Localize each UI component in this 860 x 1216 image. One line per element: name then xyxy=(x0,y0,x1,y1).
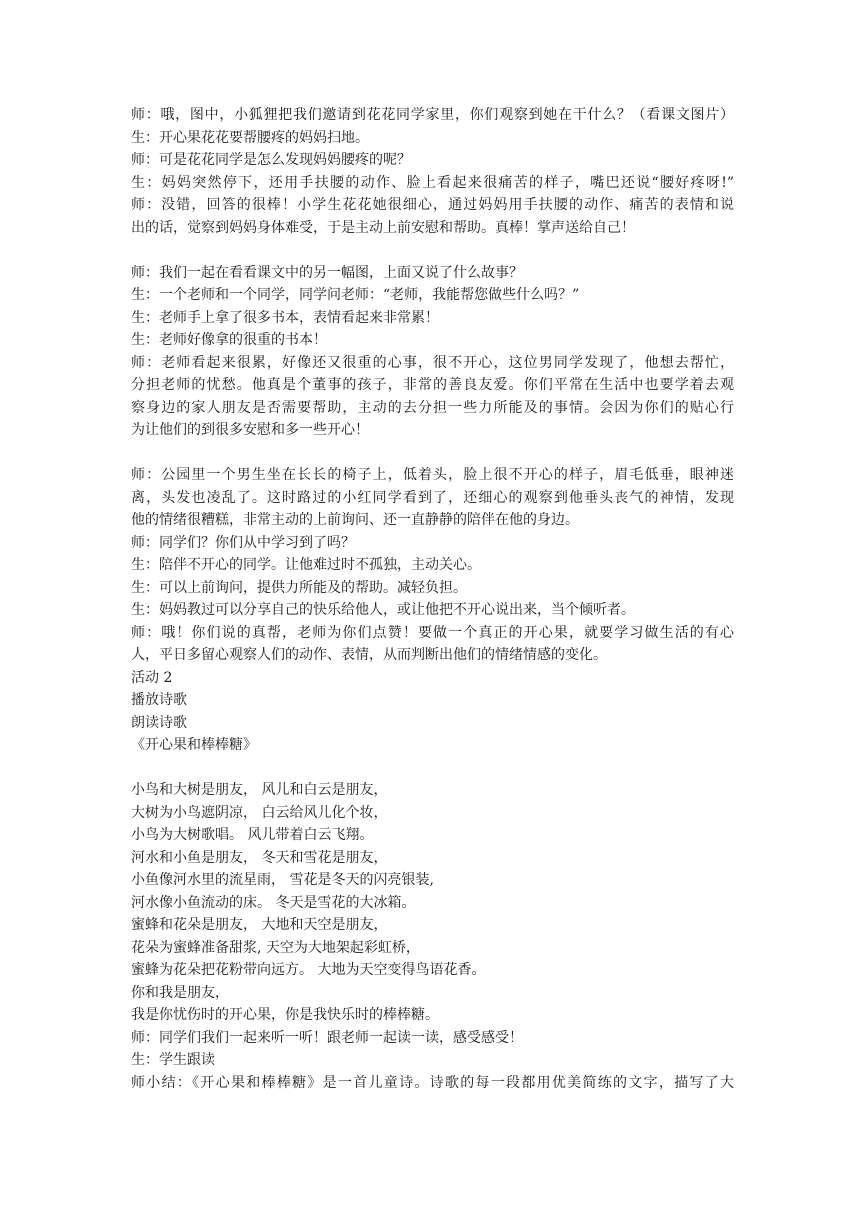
text-line: 生：可以上前询问，提供力所能及的帮助。减轻负担。 xyxy=(131,579,467,596)
paragraph-spacer xyxy=(131,239,734,262)
text-line: 大树为小鸟遮阴凉， 白云给风儿化个妆， xyxy=(131,804,388,821)
paragraph-spacer xyxy=(131,757,734,780)
paragraph xyxy=(131,622,734,667)
document-page xyxy=(131,104,734,1094)
text-line: 花朵为蜜蜂准备甜浆, 天空为大地架起彩虹桥， xyxy=(131,939,420,956)
paragraph xyxy=(131,1027,734,1050)
text-line: 人，平日多留心观察人们的动作、表情，从而判断出他们的情绪情感的变化。 xyxy=(131,647,607,663)
text-line: 生：老师手上拿了很多书本，表情看起来非常累！ xyxy=(131,309,439,326)
text-line: 师：同学们我们一起来听一听！跟老师一起读一读，感受感受！ xyxy=(131,1029,523,1046)
text-line: 分担老师的忧愁。他真是个董事的孩子，非常的善良友爱。你们平常在生活中也要学着去观 xyxy=(131,377,734,393)
paragraph xyxy=(131,172,734,195)
paragraph xyxy=(131,1049,734,1072)
text-line: 师：公园里一个男生坐在长长的椅子上，低着头，脸上很不开心的样子，眉毛低垂，眼神迷 xyxy=(131,467,734,483)
paragraph xyxy=(131,959,734,982)
text-line: 师小结：《开心果和棒棒糖》是一首儿童诗。诗歌的每一段都用优美简练的文字，描写了大 xyxy=(131,1074,734,1091)
paragraph xyxy=(131,937,734,960)
text-line: 师：老师看起来很累，好像还又很重的心事，很不开心，这位男同学发现了，他想去帮忙， xyxy=(131,354,734,371)
paragraph xyxy=(131,532,734,555)
text-line: 生：学生跟读 xyxy=(131,1052,215,1068)
paragraph xyxy=(131,149,734,172)
paragraph xyxy=(131,847,734,870)
text-line: 生：妈妈教过可以分享自己的快乐给他人，或让他把不开心说出来，当个倾听者。 xyxy=(131,602,635,618)
text-line: 《开心果和棒棒糖》 xyxy=(131,737,257,753)
paragraph xyxy=(131,802,734,825)
text-line: 小鱼像河水里的流星雨， 雪花是冬天的闪亮银装, xyxy=(131,872,434,888)
paragraph xyxy=(131,262,734,285)
paragraph xyxy=(131,892,734,915)
text-line: 师：我们一起在看看课文中的另一幅图，上面又说了什么故事？ xyxy=(131,264,523,281)
text-line: 小鸟和大树是朋友， 风儿和白云是朋友， xyxy=(131,782,388,798)
paragraph xyxy=(131,307,734,330)
paragraph xyxy=(131,352,734,442)
paragraph xyxy=(131,734,734,757)
text-line: 蜜蜂和花朵是朋友， 大地和天空是朋友， xyxy=(131,917,388,933)
paragraph xyxy=(131,667,734,690)
paragraph xyxy=(131,982,734,1005)
paragraph xyxy=(131,712,734,735)
text-line: 生：妈妈突然停下，还用手扶腰的动作、脸上看起来很痛苦的样子，嘴巴还说“腰好疼呀!” xyxy=(131,174,734,191)
paragraph xyxy=(131,1072,734,1095)
paragraph xyxy=(131,284,734,307)
text-line: 河水像小鱼流动的床。 冬天是雪花的大冰箱。 xyxy=(131,894,416,911)
text-line: 小鸟为大树歌唱。 风儿带着白云飞翔。 xyxy=(131,827,374,843)
text-line: 察身边的家人朋友是否需要帮助，主动的去分担一些力所能及的事情。会因为你们的贴心行 xyxy=(131,399,734,416)
text-line: 河水和小鱼是朋友， 冬天和雪花是朋友， xyxy=(131,849,388,866)
paragraph-spacer xyxy=(131,442,734,465)
text-line: 生：一个老师和一个同学，同学问老师：“老师，我能帮您做些什么吗？” xyxy=(131,287,580,303)
text-line: 他的情绪很糟糕，非常主动的上前询问、还一直静静的陪伴在他的身边。 xyxy=(131,512,579,528)
paragraph xyxy=(131,329,734,352)
paragraph xyxy=(131,554,734,577)
paragraph xyxy=(131,104,734,127)
text-line: 出的话，觉察到妈妈身体难受，于是主动上前安慰和帮助。真棒！掌声送给自己！ xyxy=(131,219,635,236)
text-line: 师：没错，回答的很棒！小学生花花她很细心，通过妈妈用手扶腰的动作、痛苦的表情和说 xyxy=(131,197,734,213)
paragraph xyxy=(131,599,734,622)
text-line: 蜜蜂为花朵把花粉带向远方。 大地为天空变得鸟语花香。 xyxy=(131,962,486,978)
paragraph xyxy=(131,689,734,712)
text-line: 离，头发也凌乱了。这时路过的小红同学看到了，还细心的观察到他垂头丧气的神情，发现 xyxy=(131,489,734,506)
paragraph xyxy=(131,914,734,937)
text-line: 我是你忧伤时的开心果，你是我快乐时的棒棒糖。 xyxy=(131,1007,439,1023)
text-line: 播放诗歌 xyxy=(131,692,187,708)
text-line: 生：陪伴不开心的同学。让他难过时不孤独，主动关心。 xyxy=(131,557,481,573)
paragraph xyxy=(131,194,734,239)
paragraph xyxy=(131,869,734,892)
paragraph xyxy=(131,1004,734,1027)
paragraph xyxy=(131,779,734,802)
text-line: 生：老师好像拿的很重的书本！ xyxy=(131,332,327,348)
paragraph xyxy=(131,464,734,532)
text-line: 朗读诗歌 xyxy=(131,714,187,731)
paragraph xyxy=(131,127,734,150)
paragraph xyxy=(131,577,734,600)
text-line: 师：哦！你们说的真帮，老师为你们点赞！要做一个真正的开心果，就要学习做生活的有心 xyxy=(131,624,734,641)
text-line: 师：哦，图中，小狐狸把我们邀请到花花同学家里，你们观察到她在干什么？（看课文图片） xyxy=(131,107,734,123)
paragraph xyxy=(131,824,734,847)
text-line: 你和我是朋友， xyxy=(131,984,229,1001)
text-line: 生：开心果花花要帮腰疼的妈妈扫地。 xyxy=(131,129,369,146)
text-line: 师：同学们？你们从中学习到了吗？ xyxy=(131,534,355,551)
text-line: 活动 2 xyxy=(131,669,173,686)
text-line: 师：可是花花同学是怎么发现妈妈腰疼的呢？ xyxy=(131,152,411,168)
text-line: 为让他们的到很多安慰和多一些开心！ xyxy=(131,422,369,438)
